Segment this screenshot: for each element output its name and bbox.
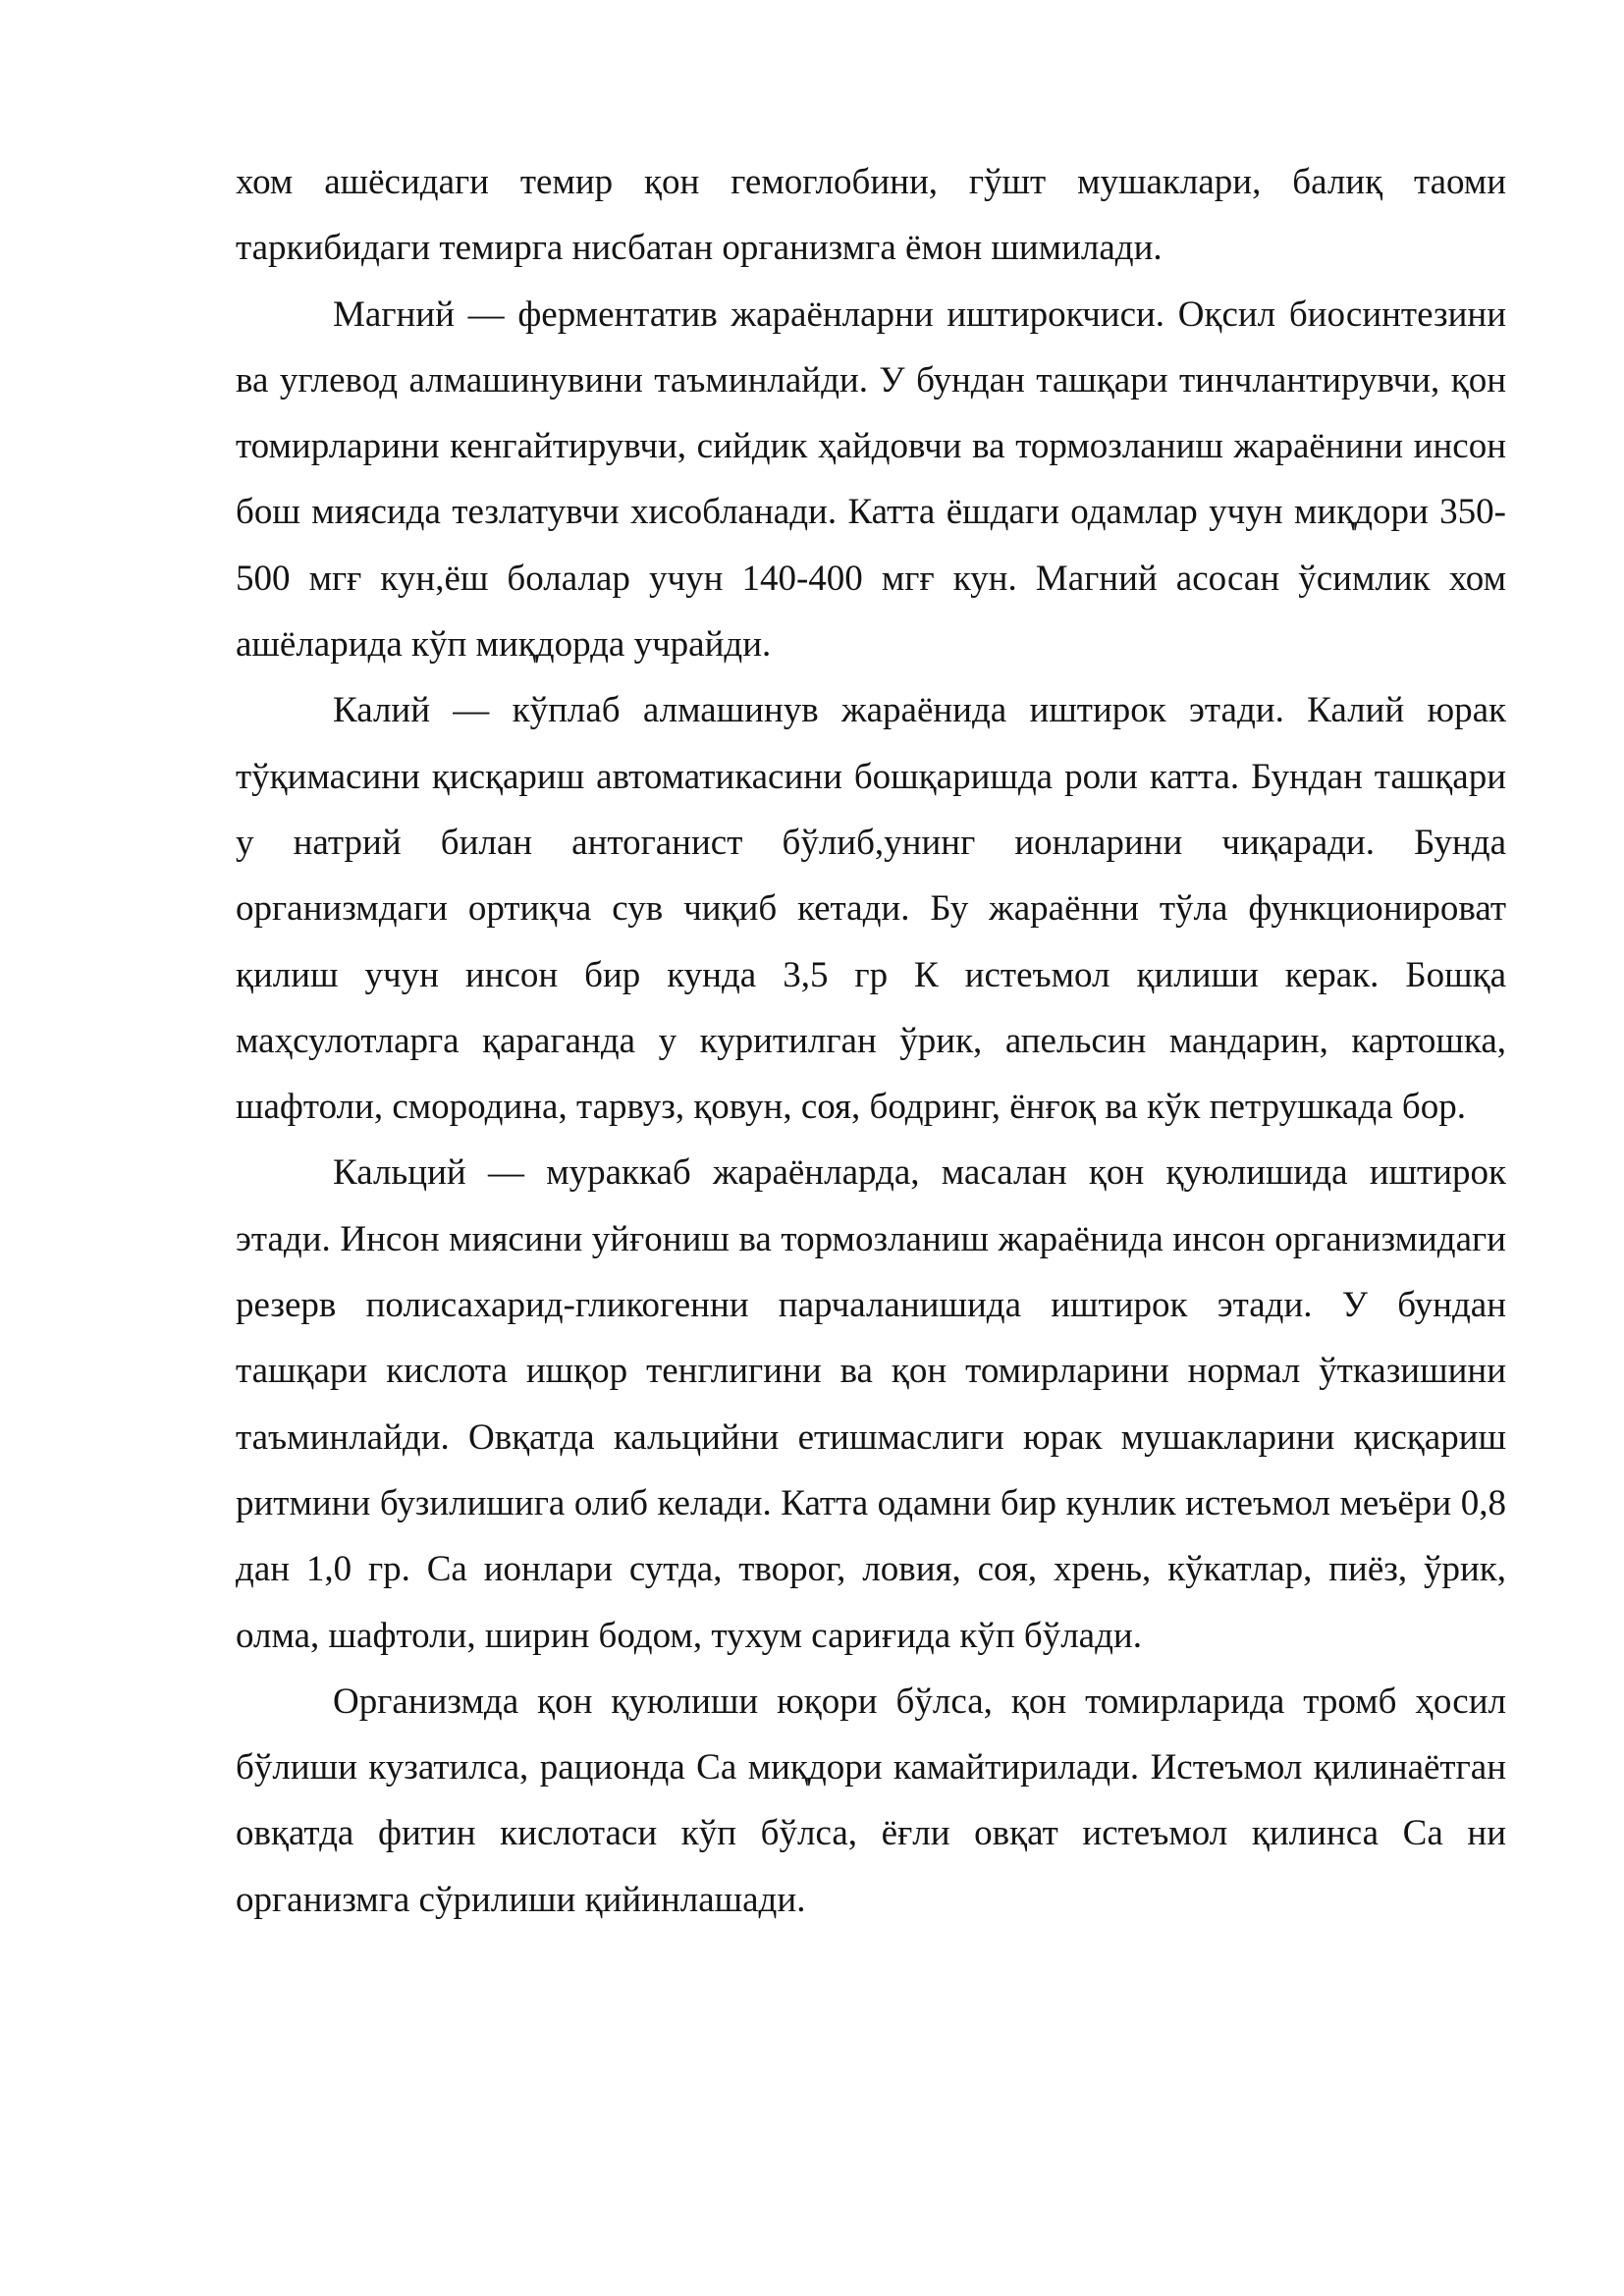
paragraph-calcium-absorption: Организмда қон қуюлиши юқори бўлса, қон томирларида тромб ҳосил бўлиши кузатилса, рационда Са миқдори камайтирилади. Истеъмол қилинаётган овқатда фитин кислотаси кўп бўлса, ёғли овқат истеъмол қилинса Са ни организмга сўрилиши қийинлашади. [236,1681,1506,1920]
paragraph-potassium: Калий — кўплаб алмашинув жараёнида иштирок этади. Калий юрак тўқимасини қисқариш автоматикасини бошқаришда роли катта. Бундан ташқари у натрий билан антоганист бўлиб,унинг ионларини чиқаради. Бунда организмдаги ортиқча сув чиқиб кетади. Бу жараённи тўла функционироват қилиш учун инсон бир кунда 3,5 гр К истеъмол қилиши керак. Бошқа маҳсулотларга қараганда у куритилган ўрик, апельсин мандарин, картошка, шафтоли, смородина, тарвуз, қовун, соя, бодринг, ёнғоқ ва кўк петрушкада бор. [236,690,1506,1128]
paragraph-iron-continuation: хом ашёсидаги темир қон гемоглобини, гўшт мушаклари, балиқ таоми таркибидаги темирга нисбатан организмга ёмон шимилади. [236,162,1506,269]
paragraph-magnesium: Магний — ферментатив жараёнларни иштирокчиси. Оқсил биосинтезини ва углевод алмашинувини таъминлайди. У бундан ташқари тинчлантирувчи, қон томирларини кенгайтирувчи, сийдик ҳайдовчи ва тормозланиш жараёнини инсон бош миясида тезлатувчи хисобланади. Катта ёшдаги одамлар учун миқдори 350-500 мгғ кун,ёш болалар учун 140-400 мгғ кун. Магний асосан ўсимлик хом ашёларида кўп миқдорда учрайди. [236,294,1506,666]
body-text [236,149,1506,1933]
paragraph-calcium: Кальций — мураккаб жараёнларда, масалан қон қуюлишида иштирок этади. Инсон миясини уйғониш ва тормозланиш жараёнида инсон организмидаги резерв полисахарид-гликогенни парчаланишида иштирок этади. У бундан ташқари кислота ишқор тенглигини ва қон томирларини нормал ўтказишини таъминлайди. Овқатда кальцийни етишмаслиги юрак мушакларини қисқариш ритмини бузилишига олиб келади. Катта одамни бир кунлик истеъмол меъёри 0,8 дан 1,0 гр. Са ионлари сутда, творог, ловия, соя, хрень, кўкатлар, пиёз, ўрик, олма, шафтоли, ширин бодом, тухум сариғида кўп бўлади. [236,1152,1506,1656]
